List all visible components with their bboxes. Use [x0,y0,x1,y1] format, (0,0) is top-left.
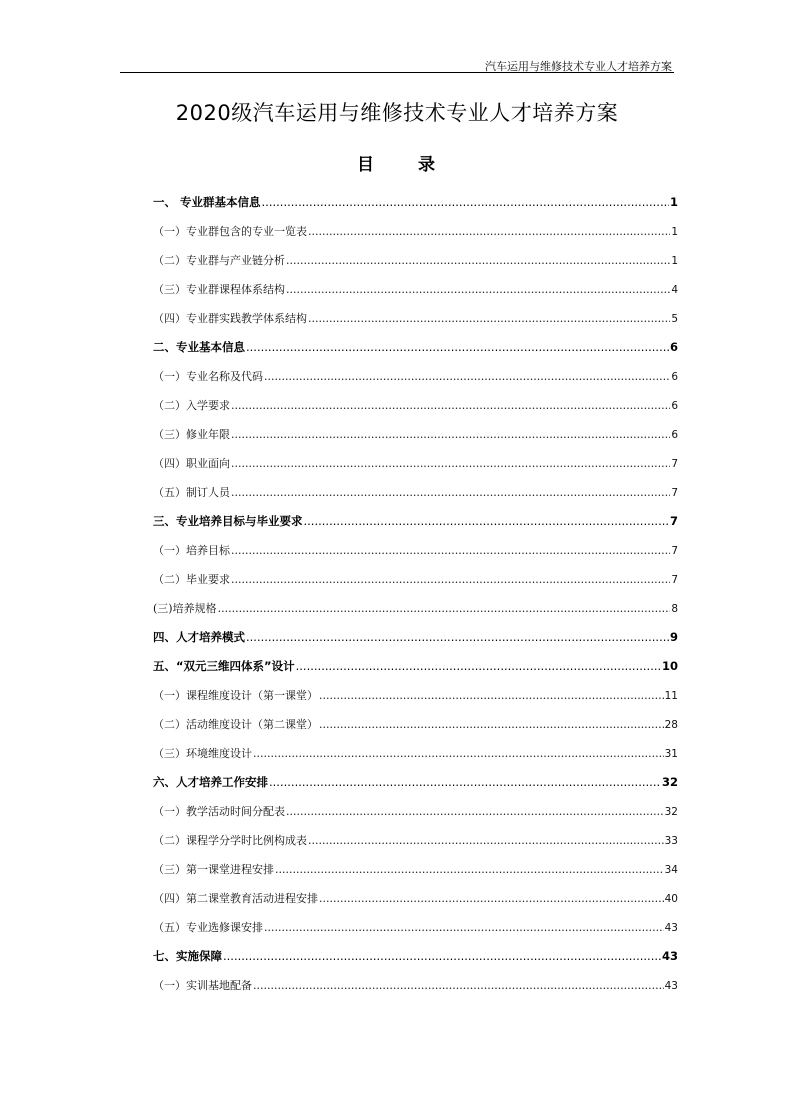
toc-entry-label: （一）培养目标 [153,544,230,557]
toc-entry-label: （一）实训基地配备 [153,979,252,992]
toc-dot-leader [304,507,669,536]
toc-page-number: 32 [664,806,678,818]
toc-entry-label: 二、专业基本信息 [153,340,245,354]
toc-dot-leader [308,217,670,246]
toc-page-number: 11 [664,690,678,702]
toc-entry-label: 五、“双元三维四体系”设计 [153,659,295,673]
toc-heading: 目 录 [357,155,437,175]
toc-chapter-entry[interactable] [153,768,678,797]
toc-page-number: 5 [671,313,678,325]
toc-page-number: 6 [671,429,678,441]
toc-entry-label: 四、人才培养模式 [153,630,245,644]
toc-dot-leader [231,449,670,478]
toc-page-number: 43 [664,922,678,934]
toc-entry-label: （二）课程学分学时比例构成表 [153,834,307,847]
document-title: 2020级汽车运用与维修技术专业人才培养方案 [175,101,619,125]
toc-section-entry[interactable] [153,739,678,768]
toc-section-entry[interactable] [153,681,678,710]
toc-page-number: 7 [669,514,678,528]
toc-entry-label: （二）入学要求 [153,399,230,412]
toc-page-number: 7 [671,487,678,499]
toc-dot-leader [319,884,664,913]
toc-section-entry[interactable] [153,246,678,275]
toc-page-number: 1 [671,226,678,238]
toc-dot-leader [264,913,664,942]
toc-dot-leader [218,594,671,623]
toc-dot-leader [264,362,670,391]
toc-section-entry[interactable] [153,565,678,594]
toc-dot-leader [308,304,670,333]
toc-entry-label: （五）专业选修课安排 [153,921,263,934]
toc-entry-label: （三）第一课堂进程安排 [153,863,274,876]
toc-dot-leader [262,188,669,217]
toc-section-entry[interactable] [153,797,678,826]
toc-dot-leader [246,623,669,652]
toc-page-number: 1 [671,255,678,267]
toc-dot-leader [269,768,661,797]
toc-entry-label: （五）制订人员 [153,486,230,499]
toc-chapter-entry[interactable] [153,942,678,971]
toc-page-number: 1 [669,195,678,209]
toc-section-entry[interactable] [153,710,678,739]
toc-page-number: 34 [664,864,678,876]
toc-section-entry[interactable] [153,478,678,507]
toc-section-entry[interactable] [153,275,678,304]
toc-section-entry[interactable] [153,217,678,246]
toc-entry-label: （四）专业群实践教学体系结构 [153,312,307,325]
toc-entry-label: 六、人才培养工作安排 [153,775,268,789]
toc-entry-label: （二）毕业要求 [153,573,230,586]
toc-entry-label: 一、 专业群基本信息 [153,195,261,209]
toc-entry-label: （三）修业年限 [153,428,230,441]
toc-entry-label: （一）教学活动时间分配表 [153,805,285,818]
toc-dot-leader [296,652,661,681]
toc-section-entry[interactable] [153,826,678,855]
toc-section-entry[interactable] [153,304,678,333]
toc-dot-leader [231,536,670,565]
toc-page-number: 9 [669,630,678,644]
toc-chapter-entry[interactable] [153,333,678,362]
toc-page-number: 6 [671,371,678,383]
toc-dot-leader [231,420,670,449]
toc-dot-leader [319,710,664,739]
toc-page-number: 6 [671,400,678,412]
toc-dot-leader [253,739,664,768]
toc-dot-leader [231,565,670,594]
toc-section-entry[interactable] [153,594,678,623]
toc-entry-label: （二）专业群与产业链分析 [153,254,285,267]
toc-page-number: 7 [671,574,678,586]
toc-page-number: 6 [669,340,678,354]
toc-page-number: 7 [671,458,678,470]
toc-page-number: 10 [661,659,678,673]
toc-page-number: 32 [661,775,678,789]
toc-entry-label: （三）专业群课程体系结构 [153,283,285,296]
toc-page-number: 43 [664,980,678,992]
toc-dot-leader [286,246,670,275]
toc-entry-label: （四）职业面向 [153,457,230,470]
toc-entry-label: （四）第二课堂教育活动进程安排 [153,892,318,905]
toc-chapter-entry[interactable] [153,652,678,681]
page-header [120,55,674,73]
toc-dot-leader [223,942,661,971]
toc-section-entry[interactable] [153,971,678,1000]
toc-entry-label: （一）课程维度设计（第一课堂） [153,689,318,702]
toc-entry-label: 三、专业培养目标与毕业要求 [153,514,303,528]
toc-dot-leader [286,275,670,304]
toc-page-number: 31 [664,748,678,760]
toc-chapter-entry[interactable] [153,623,678,652]
table-of-contents [153,188,678,1000]
toc-dot-leader [275,855,664,884]
toc-dot-leader [308,826,664,855]
toc-entry-label: （三）环境维度设计 [153,747,252,760]
toc-page-number: 28 [664,719,678,731]
toc-entry-label: （二）活动维度设计（第二课堂） [153,718,318,731]
toc-dot-leader [286,797,664,826]
toc-section-entry[interactable] [153,913,678,942]
running-title: 汽车运用与维修技术专业人才培养方案 [485,60,672,73]
toc-section-entry[interactable] [153,362,678,391]
toc-dot-leader [231,478,670,507]
toc-section-entry[interactable] [153,449,678,478]
toc-page-number: 8 [671,603,678,615]
toc-dot-leader [246,333,669,362]
toc-page-number: 7 [671,545,678,557]
toc-dot-leader [231,391,670,420]
toc-dot-leader [253,971,664,1000]
toc-section-entry[interactable] [153,855,678,884]
toc-entry-label: （一）专业名称及代码 [153,370,263,383]
toc-page-number: 4 [671,284,678,296]
toc-dot-leader [319,681,664,710]
toc-chapter-entry[interactable] [153,188,678,217]
toc-page-number: 33 [664,835,678,847]
toc-page-number: 43 [661,949,678,963]
toc-section-entry[interactable] [153,391,678,420]
toc-chapter-entry[interactable] [153,507,678,536]
toc-entry-label: (三)培养规格 [153,602,217,615]
toc-section-entry[interactable] [153,536,678,565]
toc-section-entry[interactable] [153,884,678,913]
toc-section-entry[interactable] [153,420,678,449]
toc-page-number: 40 [664,893,678,905]
toc-entry-label: 七、实施保障 [153,949,222,963]
toc-entry-label: （一）专业群包含的专业一览表 [153,225,307,238]
